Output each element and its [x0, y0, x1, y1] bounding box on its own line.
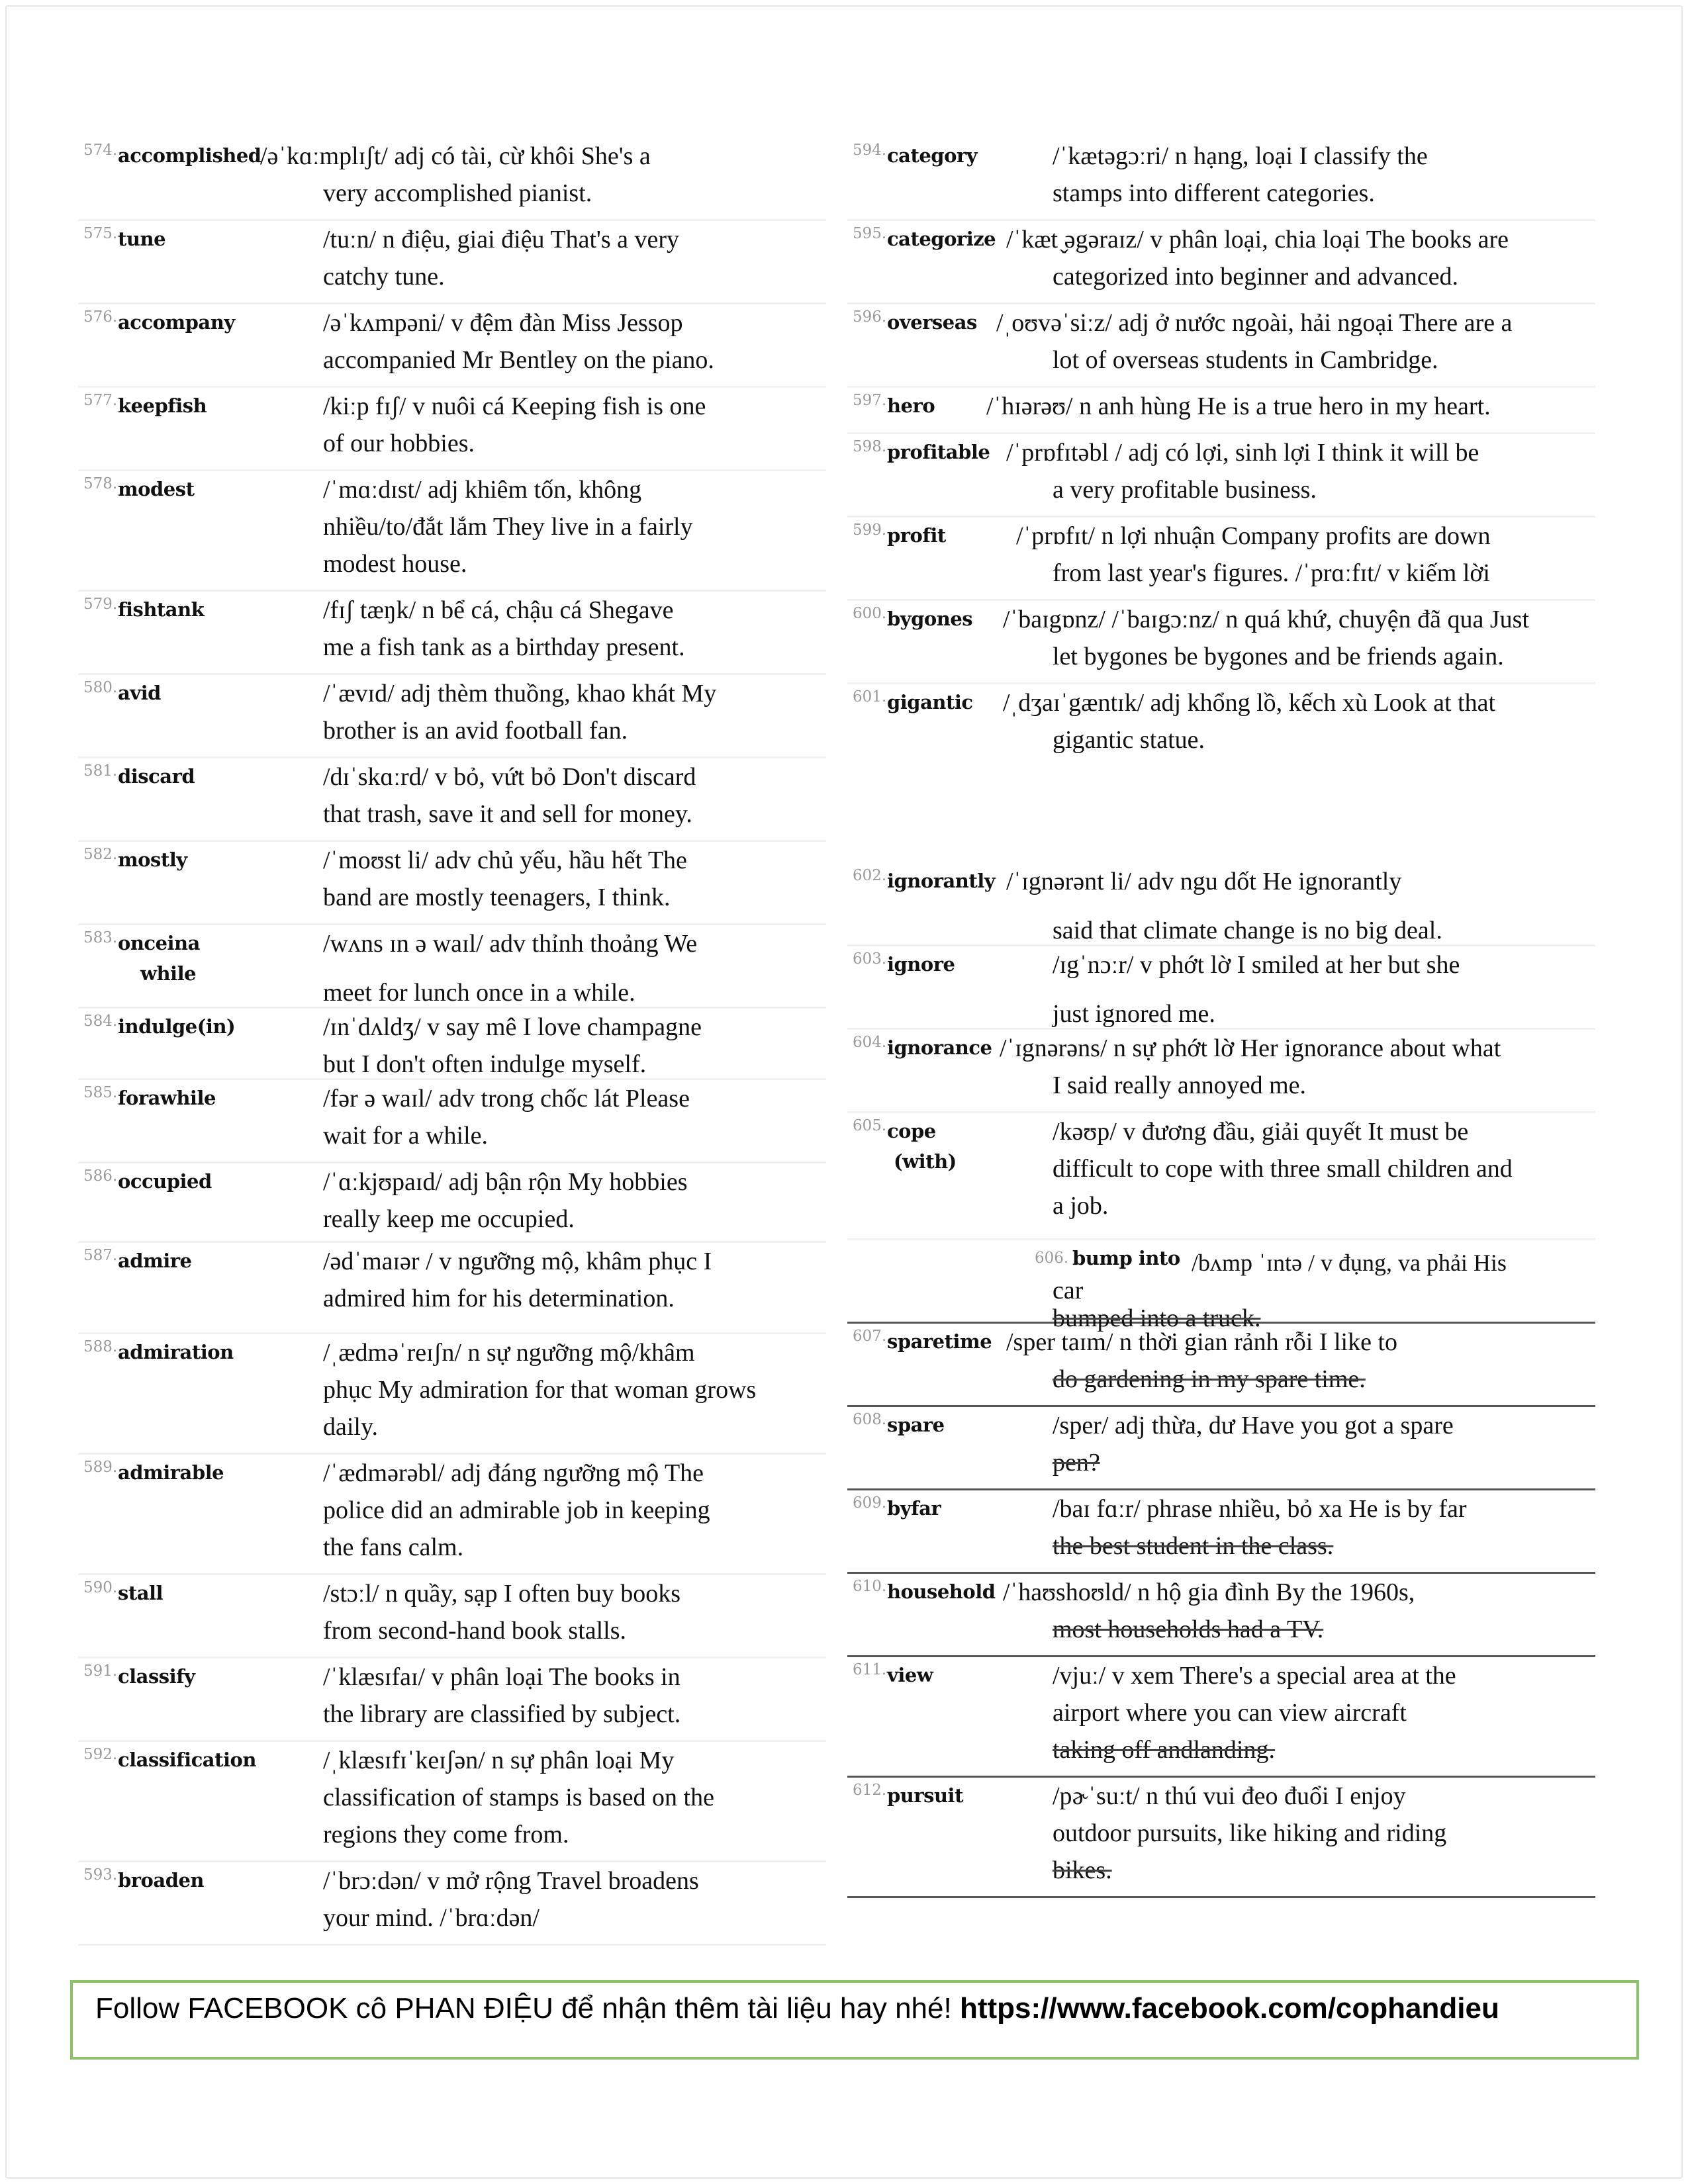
entry-definition: /pɚˈsuːt/ n thú vui đeo đuổi I enjoy outdoor pursuits, like hiking and riding bikes.	[1053, 1782, 1447, 1884]
vocab-entry	[78, 758, 826, 842]
entry-definition: /ˈbaɪgɒnz/ /ˈbaɪgɔːnz/ n quá khứ, chuyện đã qua Just let bygones be bygones and be friends again.	[1003, 606, 1529, 670]
entry-definition: /ˌklæsɪfɪˈkeɪʃən/ n sự phân loại My classification of stamps is based on the regions they come from.	[323, 1747, 714, 1848]
entry-word: discard	[118, 765, 195, 788]
entry-number: 590.	[83, 1579, 118, 1596]
entry-number: 592.	[83, 1746, 118, 1763]
entry-number: 593.	[83, 1866, 118, 1884]
entry-word: forawhile	[118, 1087, 216, 1109]
entry-definition: /ɪnˈdʌldʒ/ v say mê I love champagne but I don't often indulge myself.	[323, 1013, 702, 1078]
vocab-entry	[847, 1030, 1595, 1113]
entry-word: bump into	[1072, 1247, 1180, 1269]
vocab-entry	[847, 138, 1595, 221]
vocab-entry	[847, 601, 1595, 684]
entry-number: 599.	[853, 522, 887, 539]
entry-definition: /kəʊp/ v đương đầu, giải quyết It must be difficult to cope with three small children and a job.	[1053, 1118, 1513, 1220]
entry-definition: /ˈprɒfɪt/ n lợi nhuận Company profits are down from last year's figures. /ˈprɑːfɪt/ v kiếm lời	[1016, 522, 1491, 587]
entry-definition: /əˈkɑːmplɪʃt/ adj có tài, cừ khôi She's a very accomplished pianist.	[260, 142, 651, 207]
entry-word: fishtank	[118, 598, 205, 621]
entry-number: 600.	[853, 605, 887, 622]
entry-number: 607.	[853, 1328, 887, 1345]
entry-number: 597.	[853, 392, 887, 409]
vocab-entry	[78, 138, 826, 221]
entry-word: hero	[887, 394, 935, 417]
entry-word: classify	[118, 1665, 195, 1688]
entry-word: accomplished	[118, 144, 261, 167]
entry-number: 584.	[83, 1013, 118, 1030]
entry-definition: /ədˈmaɪər / v ngưỡng mộ, khâm phục I admired him for his determination.	[323, 1248, 712, 1312]
vocab-entry	[847, 1657, 1595, 1778]
vocab-entry	[78, 1455, 826, 1575]
entry-number: 598.	[853, 438, 887, 455]
facebook-link[interactable]: https://www.facebook.com/cophandieu	[959, 1992, 1499, 2025]
entry-definition: /ˈɪgnərəns/ n sự phớt lờ Her ignorance about what I said really annoyed me.	[1000, 1034, 1501, 1099]
entry-word: categorize	[887, 228, 996, 250]
entry-number: 582.	[83, 846, 118, 863]
entry-word: gigantic	[887, 691, 973, 713]
entry-definition: /ɪgˈnɔːr/ v phớt lờ I smiled at her but she just ignored me.	[1053, 951, 1460, 1028]
entry-word: keepfish	[118, 394, 207, 417]
vocab-entry	[78, 925, 826, 1009]
entry-word: view	[887, 1664, 933, 1686]
entry-number: 576.	[83, 308, 118, 326]
entry-definition: /ˈɑːkjʊpaɪd/ adj bận rộn My hobbies really keep me occupied.	[323, 1168, 688, 1233]
entry-definition: /ˈmoʊst li/ adv chủ yếu, hầu hết The band are mostly teenagers, I think.	[323, 846, 687, 911]
entry-word: accompany	[118, 311, 235, 334]
entry-word: pursuit	[887, 1784, 963, 1807]
entry-definition: /ˈprɒfɪtəbl / adj có lợi, sinh lợi I think it will be a very profitable business.	[1006, 439, 1479, 504]
entry-definition: /sper/ adj thừa, dư Have you got a spare pen?	[1053, 1412, 1454, 1477]
vocab-entry	[847, 863, 1595, 946]
vocab-entry	[78, 1742, 826, 1862]
vocab-entry	[78, 675, 826, 758]
vocab-entry	[78, 1009, 826, 1080]
entry-word: byfar	[887, 1497, 941, 1520]
entry-word: onceina while	[118, 932, 200, 985]
entry-definition: /bʌmp ˈɪntə / v đụng, va phải His car bumped into a truck.	[1053, 1250, 1507, 1332]
vocab-entry	[847, 434, 1595, 518]
entry-word: mostly	[118, 848, 187, 871]
entry-number: 575.	[83, 225, 118, 242]
entry-word: bygones	[887, 608, 973, 630]
entry-definition: /ˈhɪərəʊ/ n anh hùng He is a true hero in my heart.	[986, 392, 1491, 420]
entry-number: 588.	[83, 1338, 118, 1355]
entry-number: 585.	[83, 1084, 118, 1101]
entry-word: indulge(in)	[118, 1015, 236, 1038]
entry-number: 581.	[83, 762, 118, 780]
entry-word: avid	[118, 682, 161, 704]
entry-definition: /ˌdʒaɪˈgæntɪk/ adj khổng lồ, kếch xù Look at that gigantic statue.	[1003, 689, 1496, 754]
vocab-entry	[847, 518, 1595, 601]
vocab-entry	[78, 1575, 826, 1659]
entry-word: sparetime	[887, 1330, 992, 1353]
entry-word: occupied	[118, 1170, 212, 1193]
entry-number: 611.	[853, 1661, 887, 1678]
entry-number: 595.	[853, 225, 887, 242]
entry-definition: /ˈkætəgɔːri/ n hạng, loại I classify the stamps into different categories.	[1053, 142, 1428, 207]
entry-number: 605.	[853, 1117, 887, 1134]
entry-number: 612.	[853, 1782, 887, 1799]
right-column	[847, 138, 1595, 1898]
entry-number: 591.	[83, 1662, 118, 1680]
entry-number: 606.	[1035, 1250, 1069, 1267]
entry-definition: /wʌns ɪn ə waɪl/ adv thỉnh thoảng We meet for lunch once in a while.	[323, 930, 698, 1007]
entry-word: admirable	[118, 1461, 224, 1484]
entry-number: 603.	[853, 950, 887, 968]
vocab-entry	[78, 1243, 826, 1334]
vocab-entry	[78, 1080, 826, 1163]
entry-word: ignorantly	[887, 870, 996, 892]
entry-word: cope (with)	[887, 1120, 957, 1173]
vocab-entry	[78, 388, 826, 471]
vocab-entry	[847, 1490, 1595, 1574]
entry-word: spare	[887, 1414, 945, 1436]
entry-number: 602.	[853, 867, 887, 884]
entry-definition: /ˈklæsɪfaɪ/ v phân loại The books in the library are classified by subject.	[323, 1663, 681, 1728]
vocab-entry	[78, 842, 826, 925]
left-column	[78, 138, 826, 1946]
entry-definition: /ˈbrɔːdən/ v mở rộng Travel broadens your mind. /ˈbrɑːdən/	[323, 1867, 699, 1932]
entry-number: 601.	[853, 688, 887, 705]
entry-number: 578.	[83, 475, 118, 492]
entry-word: stall	[118, 1582, 164, 1604]
entry-word: ignorance	[887, 1036, 992, 1059]
vocab-entry	[847, 1574, 1595, 1657]
entry-definition: /fər ə waɪl/ adv trong chốc lát Please wait for a while.	[323, 1085, 690, 1150]
entry-definition: /ˌædməˈreɪʃn/ n sự ngưỡng mộ/khâm phục My admiration for that woman grows daily.	[323, 1339, 757, 1441]
vocab-entry	[78, 1862, 826, 1946]
entry-definition: /tuːn/ n điệu, giai điệu That's a very catchy tune.	[323, 226, 680, 291]
facebook-banner	[70, 1980, 1639, 2060]
vocab-entry	[78, 471, 826, 592]
vocab-entry	[78, 1334, 826, 1455]
vocab-entry	[847, 388, 1595, 434]
entry-word: modest	[118, 478, 195, 500]
entry-number: 577.	[83, 392, 118, 409]
entry-number: 579.	[83, 596, 118, 613]
entry-word: tune	[118, 228, 166, 250]
entry-definition: /ˈɪgnərənt li/ adv ngu dốt He ignorantly said that climate change is no big deal.	[1006, 868, 1442, 944]
entry-definition: /ˈkæt ̬əgəraɪz/ v phân loại, chia loại The books are categorized into beginner and advanced.	[1006, 226, 1509, 291]
vocab-entry	[847, 304, 1595, 388]
vocab-entry	[847, 1778, 1595, 1898]
entry-definition: /dɪˈskɑːrd/ v bỏ, vứt bỏ Don't discard that trash, save it and sell for money.	[323, 763, 696, 828]
vocab-entry	[78, 221, 826, 304]
entry-number: 609.	[853, 1494, 887, 1512]
entry-definition: /ˈmɑːdɪst/ adj khiêm tốn, không nhiều/to/đắt lắm They live in a fairly modest house.	[323, 476, 693, 578]
entry-definition: /kiːp fɪʃ/ v nuôi cá Keeping fish is one of our hobbies.	[323, 392, 706, 457]
entry-word: classification	[118, 1749, 256, 1771]
vocab-entry	[78, 304, 826, 388]
entry-word: profitable	[887, 441, 990, 463]
vocab-entry	[78, 1163, 826, 1243]
entry-word: overseas	[887, 311, 977, 334]
vocab-entry	[847, 684, 1595, 863]
entry-number: 583.	[83, 929, 118, 946]
entry-definition: /ˈævɪd/ adj thèm thuồng, khao khát My brother is an avid football fan.	[323, 680, 717, 745]
entry-word: household	[887, 1580, 996, 1603]
vocab-entry	[847, 1324, 1595, 1407]
entry-definition: /ˌoʊvəˈsiːz/ adj ở nước ngoài, hải ngoại There are a lot of overseas students in Cambridge.	[996, 309, 1513, 374]
banner-text: Follow FACEBOOK cô PHAN ĐIỆU để nhận thêm tài liệu hay nhé!	[95, 1992, 960, 2025]
entry-word: profit	[887, 524, 946, 547]
vocab-entry	[847, 1113, 1595, 1240]
vocab-entry	[78, 592, 826, 675]
entry-number: 587.	[83, 1247, 118, 1264]
entry-number: 586.	[83, 1167, 118, 1185]
entry-word: broaden	[118, 1869, 205, 1891]
entry-definition: /əˈkʌmpəni/ v đệm đàn Miss Jessop accompanied Mr Bentley on the piano.	[323, 309, 714, 374]
entry-number: 580.	[83, 679, 118, 696]
entry-definition: /sper taɪm/ n thời gian rảnh rỗi I like to do gardening in my spare time.	[1006, 1328, 1398, 1393]
entry-definition: /ˈædmərəbl/ adj đáng ngưỡng mộ The police did an admirable job in keeping the fans calm.	[323, 1459, 710, 1561]
entry-number: 610.	[853, 1578, 887, 1595]
entry-number: 594.	[853, 142, 887, 159]
vocab-entry	[78, 1659, 826, 1742]
entry-number: 604.	[853, 1034, 887, 1051]
vocab-entry	[847, 1240, 1595, 1332]
entry-number: 596.	[853, 308, 887, 326]
entry-word: admire	[118, 1250, 192, 1272]
vocab-entry	[847, 1407, 1595, 1490]
entry-definition: /baɪ fɑːr/ phrase nhiều, bỏ xa He is by far the best student in the class.	[1053, 1495, 1467, 1560]
vocab-entry	[847, 946, 1595, 1030]
entry-word: admiration	[118, 1341, 234, 1363]
entry-word: category	[887, 144, 978, 167]
entry-definition: /ˈhaʊshoʊld/ n hộ gia đình By the 1960s, most households had a TV.	[1003, 1578, 1415, 1643]
entry-number: 589.	[83, 1459, 118, 1476]
document-page	[5, 5, 1683, 2179]
entry-definition: /fɪʃ tæŋk/ n bể cá, chậu cá Shegave me a fish tank as a birthday present.	[323, 596, 685, 661]
vocab-entry	[847, 221, 1595, 304]
entry-number: 574.	[83, 142, 118, 159]
entry-definition: /vjuː/ v xem There's a special area at the airport where you can view aircraft taking off andlanding.	[1053, 1662, 1456, 1764]
entry-definition: /stɔːl/ n quầy, sạp I often buy books from second-hand book stalls.	[323, 1580, 681, 1645]
entry-number: 608.	[853, 1411, 887, 1428]
entry-word: ignore	[887, 953, 955, 976]
